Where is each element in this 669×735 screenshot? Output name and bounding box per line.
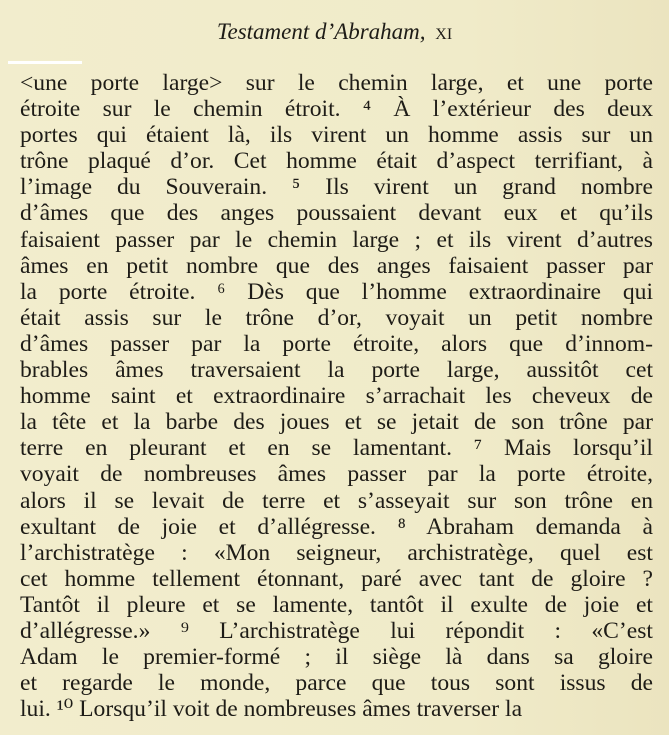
text-line: la porte étroite. ⁶ Dès que l’homme extraordinaire qui bbox=[20, 278, 653, 305]
text-line: <une porte large> sur le chemin large, et une porte bbox=[20, 70, 653, 96]
text-line: portes qui étaient là, ils virent un homme assis sur un bbox=[20, 122, 653, 149]
text-line: faisaient passer par le chemin large ; et ils virent d’autres bbox=[20, 226, 653, 253]
running-header bbox=[0, 18, 669, 46]
text-line: étroite sur le chemin étroit. ⁴ À l’extérieur des deux bbox=[20, 96, 653, 123]
text-line: était assis sur le trône d’or, voyait un petit nombre bbox=[20, 304, 653, 331]
text-line: terre en pleurant et en se lamentant. ⁷ Mais lorsqu’il bbox=[20, 435, 653, 462]
text-line: et regarde le monde, parce que tous sont issus de bbox=[20, 670, 653, 697]
text-line: l’image du Souverain. ⁵ Ils virent un grand nombre bbox=[20, 174, 653, 201]
running-title: Testament d’Abraham, bbox=[216, 19, 426, 44]
text-line: alors il se levait de terre et s’asseyait sur son trône en bbox=[20, 487, 653, 514]
text-line: trône plaqué d’or. Cet homme était d’aspect terrifiant, à bbox=[20, 148, 653, 175]
text-line: d’allégresse.» ⁹ L’archistratège lui répondit : «C’est bbox=[20, 617, 653, 644]
text-line: la tête et la barbe des joues et se jetait de son trône par bbox=[20, 409, 653, 436]
text-line: voyait de nombreuses âmes passer par la porte étroite, bbox=[20, 461, 653, 488]
text-line: lui. ¹⁰ Lorsqu’il voit de nombreuses âmes traverser la bbox=[20, 696, 523, 723]
highlight-marker bbox=[8, 61, 82, 64]
text-line: homme saint et extraordinaire s’arrachait les cheveux de bbox=[20, 383, 653, 410]
text-line: d’âmes que des anges poussaient devant eux et qu’ils bbox=[20, 200, 653, 227]
text-line: d’âmes passer par la porte étroite, alors que d’innom- bbox=[20, 330, 653, 357]
text-line: exultant de joie et d’allégresse. ⁸ Abraham demanda à bbox=[20, 513, 653, 540]
chapter-number: xi bbox=[435, 19, 453, 44]
text-line: l’archistratège : «Mon seigneur, archistratège, quel est bbox=[20, 539, 653, 566]
text-line: cet homme tellement étonnant, paré avec tant de gloire ? bbox=[20, 565, 653, 592]
body-text bbox=[20, 70, 653, 722]
text-line: Tantôt il pleure et se lamente, tantôt il exulte de joie et bbox=[20, 591, 653, 618]
text-line: Adam le premier-formé ; il siège là dans sa gloire bbox=[20, 644, 653, 671]
text-line: âmes en petit nombre que des anges faisaient passer par bbox=[20, 252, 653, 279]
text-line: brables âmes traversaient la porte large, aussitôt cet bbox=[20, 357, 653, 384]
